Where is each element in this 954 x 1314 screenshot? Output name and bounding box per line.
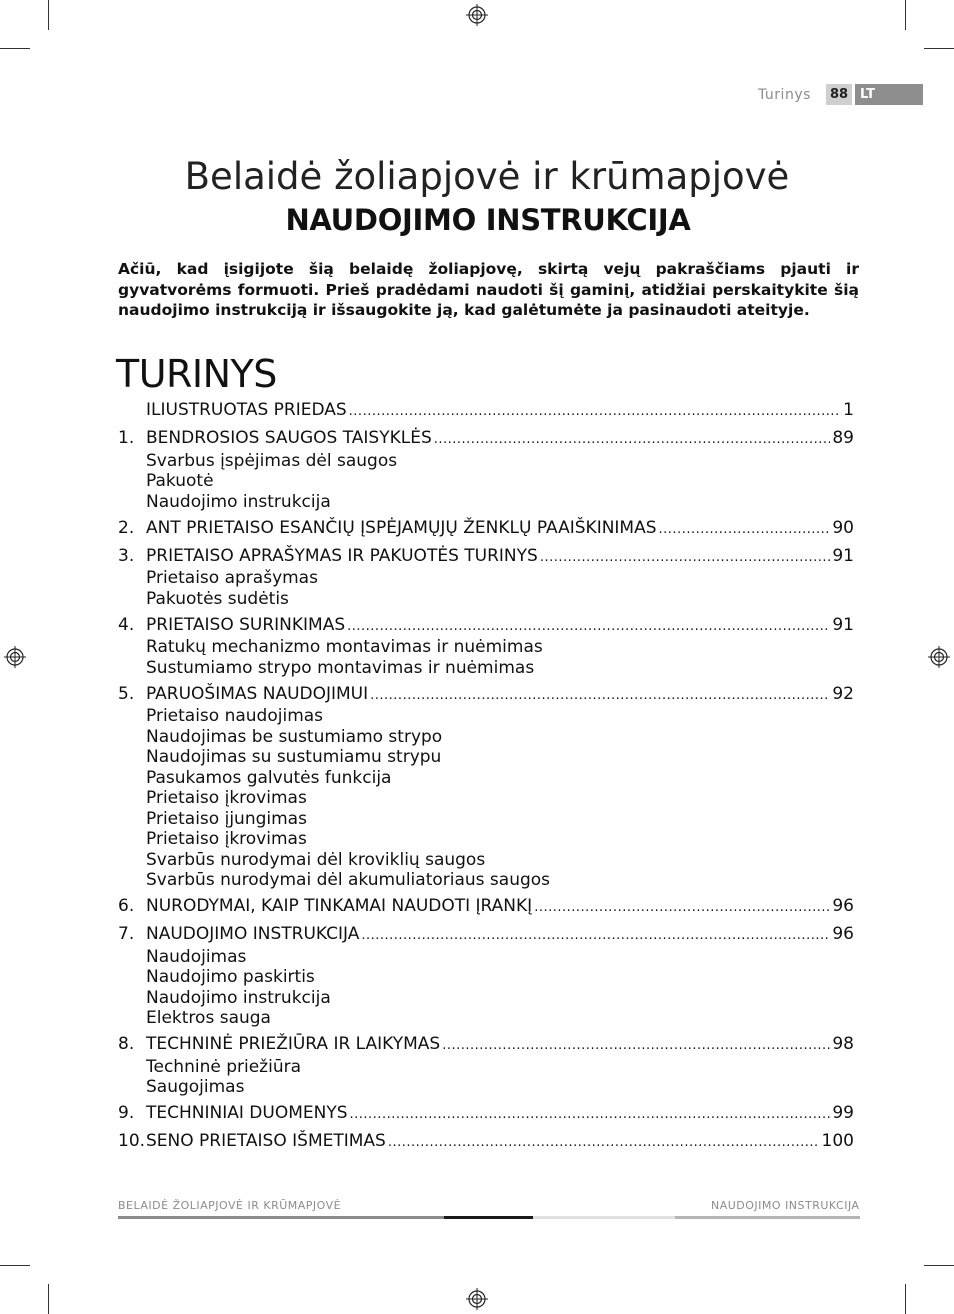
table-of-contents xyxy=(118,400,854,1159)
toc-entry xyxy=(118,518,854,541)
toc-entry-label: SENO PRIETAISO IŠMETIMAS xyxy=(146,1131,386,1151)
toc-subentry: Svarbus įspėjimas dėl saugos xyxy=(146,450,398,471)
toc-subentry: Pakuotė xyxy=(146,471,214,491)
toc-entry xyxy=(118,924,854,1029)
toc-entry-number: 4. xyxy=(118,614,135,635)
toc-entry-label: BENDROSIOS SAUGOS TAISYKLĖS xyxy=(146,428,432,448)
footer-bar xyxy=(533,1216,675,1219)
toc-subentry: Naudojimas su sustumiamu strypu xyxy=(146,747,442,767)
toc-entry-label: NURODYMAI, KAIP TINKAMAI NAUDOTI ĮRANKĮ xyxy=(146,896,533,916)
toc-subentry: Naudojimas be sustumiamo strypo xyxy=(146,726,443,747)
toc-entry-number: 9. xyxy=(118,1103,135,1123)
toc-entry-number: 1. xyxy=(118,428,135,448)
toc-leader-dots xyxy=(388,1133,820,1154)
crop-mark xyxy=(905,1284,906,1314)
registration-mark-icon xyxy=(466,4,488,26)
toc-leader-dots xyxy=(347,617,830,638)
toc-subentry: Prietaiso įjungimas xyxy=(146,808,307,829)
toc-entry xyxy=(118,400,854,423)
toc-entry-label: ILIUSTRUOTAS PRIEDAS xyxy=(146,400,347,420)
toc-entry-page: 96 xyxy=(832,924,854,944)
toc-entry-row xyxy=(118,428,854,451)
toc-leader-dots xyxy=(659,520,831,541)
toc-entry-row xyxy=(118,518,854,541)
toc-entry-number: 7. xyxy=(118,924,135,944)
toc-entry-page: 91 xyxy=(832,614,854,635)
toc-entry-page: 92 xyxy=(832,683,854,704)
toc-entry-label: TECHNINIAI DUOMENYS xyxy=(146,1103,348,1123)
registration-mark-icon xyxy=(928,646,950,668)
footer-right-text: NAUDOJIMO INSTRUKCIJA xyxy=(711,1199,860,1212)
crop-mark xyxy=(905,0,906,30)
toc-entry xyxy=(118,615,854,679)
toc-entry-label: PRIETAISO SURINKIMAS xyxy=(146,614,346,635)
toc-subentry: Svarbūs nurodymai dėl kroviklių saugos xyxy=(146,849,486,870)
toc-entry-label: TECHNINĖ PRIEŽIŪRA IR LAIKYMAS xyxy=(146,1034,441,1054)
toc-entry-label: PRIETAISO APRAŠYMAS IR PAKUOTĖS TURINYS xyxy=(146,545,538,566)
language-badge: LT xyxy=(855,84,923,105)
toc-subentry: Prietaiso naudojimas xyxy=(146,706,324,726)
page-subtitle: NAUDOJIMO INSTRUKCIJA xyxy=(285,203,691,237)
footer-bar xyxy=(675,1216,860,1219)
toc-leader-dots xyxy=(370,686,830,707)
toc-leader-dots xyxy=(349,402,842,423)
toc-entry xyxy=(118,428,854,512)
toc-entry-number: 3. xyxy=(118,545,135,566)
toc-entry-page: 98 xyxy=(832,1034,854,1054)
toc-entry-label: NAUDOJIMO INSTRUKCIJA xyxy=(146,924,360,944)
toc-entry xyxy=(118,684,854,891)
toc-heading: TURINYS xyxy=(116,352,277,396)
toc-entry-number: 10. xyxy=(118,1131,146,1151)
toc-entry-label: ANT PRIETAISO ESANČIŲ ĮSPĖJAMŲJŲ ŽENKLŲ PAAIŠKINIMAS xyxy=(146,517,657,538)
toc-entry-row xyxy=(118,546,854,569)
toc-entry-number: 5. xyxy=(118,683,135,704)
crop-mark xyxy=(48,0,49,30)
toc-entry-page: 89 xyxy=(832,428,854,448)
toc-subentry: Prietaiso įkrovimas xyxy=(146,788,307,808)
toc-entry-number: 2. xyxy=(118,517,135,538)
toc-subentry: Naudojimo instrukcija xyxy=(146,987,331,1008)
registration-mark-icon xyxy=(466,1288,488,1310)
toc-subentry: Elektros sauga xyxy=(146,1008,271,1028)
toc-entry-page: 99 xyxy=(832,1103,854,1123)
toc-leader-dots xyxy=(350,1105,831,1126)
toc-entry-row xyxy=(118,896,854,919)
toc-subentry: Naudojimo instrukcija xyxy=(146,491,331,512)
toc-entry-page: 96 xyxy=(832,896,854,916)
toc-entry-row xyxy=(118,1131,854,1154)
toc-subentry: Prietaiso aprašymas xyxy=(146,568,318,588)
toc-subentry: Ratukų mechanizmo montavimas ir nuėmimas xyxy=(146,637,543,657)
toc-entry-row xyxy=(118,400,854,423)
toc-entry-page: 90 xyxy=(832,517,854,538)
header-section-label: Turinys xyxy=(758,87,811,103)
toc-entry-page: 100 xyxy=(821,1131,854,1151)
crop-mark xyxy=(924,1265,954,1266)
toc-subentry: Naudojimo paskirtis xyxy=(146,967,315,987)
toc-leader-dots xyxy=(534,898,830,919)
toc-entry xyxy=(118,546,854,610)
toc-subentry: Naudojimas xyxy=(146,946,247,967)
toc-entry-page: 1 xyxy=(843,400,854,420)
toc-entry xyxy=(118,896,854,919)
crop-mark xyxy=(924,48,954,49)
toc-subentry: Sustumiamo strypo montavimas ir nuėmimas xyxy=(146,657,535,678)
footer-bar xyxy=(118,1216,444,1219)
intro-paragraph: Ačiū, kad įsigijote šią belaidę žoliapjovę, skirtą vejų pakraščiams pjauti ir gyvatvorėms formuoti. Prieš pradėdami naudoti šį gaminį, atidžiai perskaitykite šią naudojimo instrukciją ir išsaugokite ją, kad galėtumėte ja pasinaudoti ateityje. xyxy=(118,260,859,319)
toc-leader-dots xyxy=(540,548,831,569)
toc-entry-row xyxy=(118,924,854,947)
toc-entry xyxy=(118,1131,854,1154)
toc-subentry: Saugojimas xyxy=(146,1077,245,1097)
toc-entry-row xyxy=(118,1103,854,1126)
toc-entry-number: 8. xyxy=(118,1034,135,1054)
page-number-badge: 88 xyxy=(826,84,852,105)
toc-subentry: Techninė priežiūra xyxy=(146,1056,302,1077)
toc-entry xyxy=(118,1034,854,1098)
toc-entry xyxy=(118,1103,854,1126)
toc-entry-row xyxy=(118,684,854,707)
toc-leader-dots xyxy=(442,1036,830,1057)
toc-subentry: Svarbūs nurodymai dėl akumuliatoriaus saugos xyxy=(146,870,551,890)
footer-bar xyxy=(444,1216,533,1219)
toc-subentry: Pasukamos galvutės funkcija xyxy=(146,767,392,788)
toc-entry-page: 91 xyxy=(832,545,854,566)
toc-leader-dots xyxy=(361,926,830,947)
toc-subentry: Pakuotės sudėtis xyxy=(146,588,289,609)
footer-left-text: BELAIDĖ ŽOLIAPJOVĖ IR KRŪMAPJOVĖ xyxy=(118,1199,342,1212)
toc-entry-row xyxy=(118,1034,854,1057)
toc-leader-dots xyxy=(434,430,831,451)
toc-entry-number: 6. xyxy=(118,896,135,916)
registration-mark-icon xyxy=(4,646,26,668)
toc-entry-row xyxy=(118,615,854,638)
crop-mark xyxy=(0,48,30,49)
toc-entry-label: PARUOŠIMAS NAUDOJIMUI xyxy=(146,683,369,704)
page-title: Belaidė žoliapjovė ir krūmapjovė xyxy=(184,155,790,198)
crop-mark xyxy=(0,1265,30,1266)
crop-mark xyxy=(48,1284,49,1314)
toc-subentry: Prietaiso įkrovimas xyxy=(146,829,307,849)
